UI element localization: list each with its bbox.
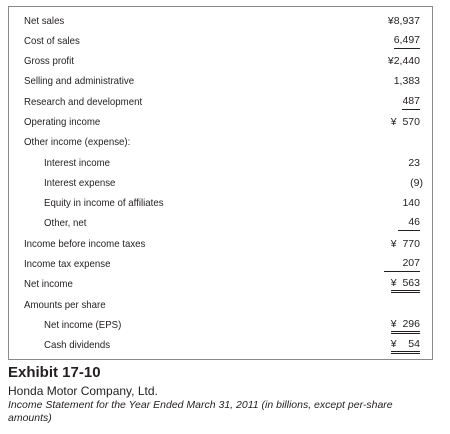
exhibit-caption	[8, 364, 438, 425]
statement-subtitle: Income Statement for the Year Ended March 31, 2011 (in billions, except per-share amounts)	[8, 399, 393, 424]
row-amount: ¥ 296	[391, 317, 420, 334]
row-amount: ¥ 563	[391, 276, 420, 293]
row-amount: ¥2,440	[387, 55, 420, 67]
exhibit-title: Exhibit 17-10	[8, 364, 101, 381]
row-gross-profit	[9, 51, 432, 71]
row-cost-of-sales	[9, 31, 432, 51]
row-amount: ¥8,937	[387, 15, 420, 27]
row-label: Operating income	[24, 116, 101, 128]
row-label: Net income (EPS)	[44, 319, 122, 331]
row-label: Interest income	[44, 157, 111, 169]
row-label: Net income	[24, 278, 73, 290]
row-amount: 140	[402, 197, 420, 209]
row-label: Cost of sales	[24, 35, 80, 47]
row-label: Research and development	[24, 96, 143, 108]
row-amount: ¥ 54	[391, 337, 420, 354]
row-amount: 487	[402, 94, 420, 110]
row-net-sales	[9, 11, 432, 31]
row-amount: 6,497	[394, 33, 420, 49]
row-selling-and-administrative	[9, 71, 432, 91]
row-net-income	[9, 274, 432, 294]
row-equity-in-income-of-affiliates	[9, 193, 432, 213]
row-label: Selling and administrative	[24, 75, 135, 87]
row-label: Net sales	[24, 15, 65, 27]
row-label: Income before income taxes	[24, 238, 146, 250]
row-label: Other, net	[44, 217, 87, 229]
row-amount: (9)	[410, 177, 423, 189]
row-amount: ¥ 570	[390, 116, 420, 128]
row-label: Interest expense	[44, 177, 116, 189]
row-label: Cash dividends	[44, 339, 111, 351]
row-other-net	[9, 213, 432, 233]
row-label: Equity in income of affiliates	[44, 197, 164, 209]
row-amount: ¥ 770	[390, 238, 420, 250]
row-amount: 207	[384, 256, 420, 272]
row-interest-expense	[9, 173, 432, 193]
row-label: Gross profit	[24, 55, 74, 67]
row-research-and-development	[9, 92, 432, 112]
row-net-income-eps	[9, 315, 432, 335]
income-statement-table	[8, 6, 433, 360]
row-amount: 1,383	[393, 75, 420, 87]
row-amount: 46	[398, 215, 420, 231]
row-amounts-per-share-header	[9, 295, 432, 315]
row-label: Income tax expense	[24, 258, 111, 270]
row-operating-income	[9, 112, 432, 132]
row-amount: 23	[408, 157, 420, 169]
row-other-income-header	[9, 132, 432, 152]
row-label: Other income (expense):	[24, 136, 131, 148]
company-name: Honda Motor Company, Ltd.	[8, 384, 158, 398]
row-income-tax-expense	[9, 254, 432, 274]
row-cash-dividends	[9, 335, 432, 355]
row-income-before-income-taxes	[9, 234, 432, 254]
row-interest-income	[9, 153, 432, 173]
row-label: Amounts per share	[24, 299, 106, 311]
